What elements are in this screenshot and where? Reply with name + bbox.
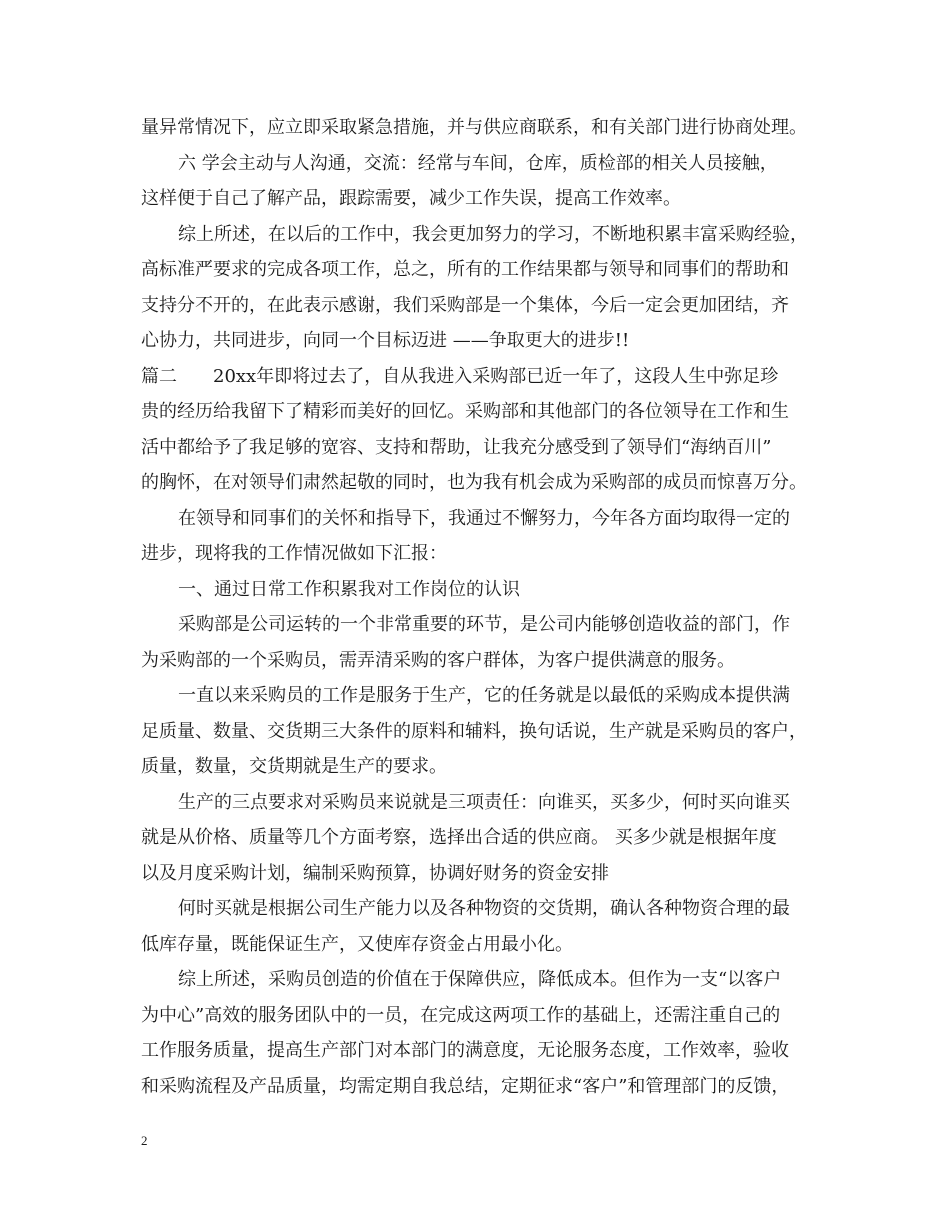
text-line: 进步，现将我的工作情况做如下汇报： xyxy=(141,543,447,564)
text-line: 篇二 20xx年即将过去了，自从我进入采购部已近一年了，这段人生中弥足珍 xyxy=(141,365,779,387)
text-line: 和采购流程及产品质量，均需定期自我总结，定期征求“客户”和管理部门的反馈， xyxy=(141,1075,790,1097)
document-body xyxy=(141,115,824,1109)
text-line: 一、通过日常工作积累我对工作岗位的认识 xyxy=(178,578,520,600)
text-line: 低库存量，既能保证生产，又使库存资金占用最小化。 xyxy=(141,933,573,955)
text-line: 综上所述，采购员创造的价值在于保障供应，降低成本。但作为一支“以客户 xyxy=(178,969,782,990)
text-line: 这样便于自己了解产品，跟踪需要，减少工作失误，提高工作效率。 xyxy=(141,188,681,209)
text-line: 的胸怀，在对领导们肃然起敬的同时，也为我有机会成为采购部的成员而惊喜万分。 xyxy=(141,472,807,493)
text-line: 为中心”高效的服务团队中的一员，在完成这两项工作的基础上，还需注重自己的 xyxy=(141,1004,781,1026)
text-line: 为采购部的一个采购员，需弄清采购的客户群体，为客户提供满意的服务。 xyxy=(141,649,735,671)
text-line: 心协力，共同进步，向同一个目标迈进 ——争取更大的进步!! xyxy=(141,330,630,351)
text-line: 支持分不开的，在此表示感谢，我们采购部是一个集体，今后一定会更加团结，齐 xyxy=(141,294,789,316)
text-line: 活中都给予了我足够的宽容、支持和帮助，让我充分感受到了领导们“海纳百川” xyxy=(141,436,772,458)
text-line: 生产的三点要求对采购员来说就是三项责任：向谁买，买多少，何时买向谁买 xyxy=(178,791,790,813)
text-line: 何时买就是根据公司生产能力以及各种物资的交货期，确认各种物资合理的最 xyxy=(178,898,790,919)
text-line: 六 学会主动与人沟通，交流：经常与车间，仓库，质检部的相关人员接触， xyxy=(178,152,778,174)
text-line: 一直以来采购员的工作是服务于生产，它的任务就是以最低的采购成本提供满 xyxy=(178,685,790,706)
text-line: 量异常情况下，应立即采取紧急措施，并与供应商联系，和有关部门进行协商处理。 xyxy=(141,117,807,138)
text-line: 足质量、数量、交货期三大条件的原料和辅料，换句话说，生产就是采购员的客户， xyxy=(141,720,807,742)
text-line: 综上所述，在以后的工作中，我会更加努力的学习，不断地积累丰富采购经验， xyxy=(178,223,808,245)
text-line: 就是从价格、质量等几个方面考察，选择出合适的供应商。 买多少就是根据年度 xyxy=(141,827,777,848)
text-line: 采购部是公司运转的一个非常重要的环节，是公司内能够创造收益的部门，作 xyxy=(178,614,790,635)
page-number: 2 xyxy=(141,1133,148,1148)
text-line: 高标准严要求的完成各项工作，总之，所有的工作结果都与领导和同事们的帮助和 xyxy=(141,259,789,280)
text-line: 工作服务质量，提高生产部门对本部门的满意度，无论服务态度，工作效率，验收 xyxy=(141,1040,789,1061)
text-line: 贵的经历给我留下了精彩而美好的回忆。采购部和其他部门的各位领导在工作和生 xyxy=(141,401,789,422)
text-line: 在领导和同事们的关怀和指导下，我通过不懈努力，今年各方面均取得一定的 xyxy=(178,507,790,529)
text-line: 质量，数量，交货期就是生产的要求。 xyxy=(141,756,447,777)
text-line: 以及月度采购计划，编制采购预算，协调好财务的资金安排 xyxy=(141,862,609,884)
